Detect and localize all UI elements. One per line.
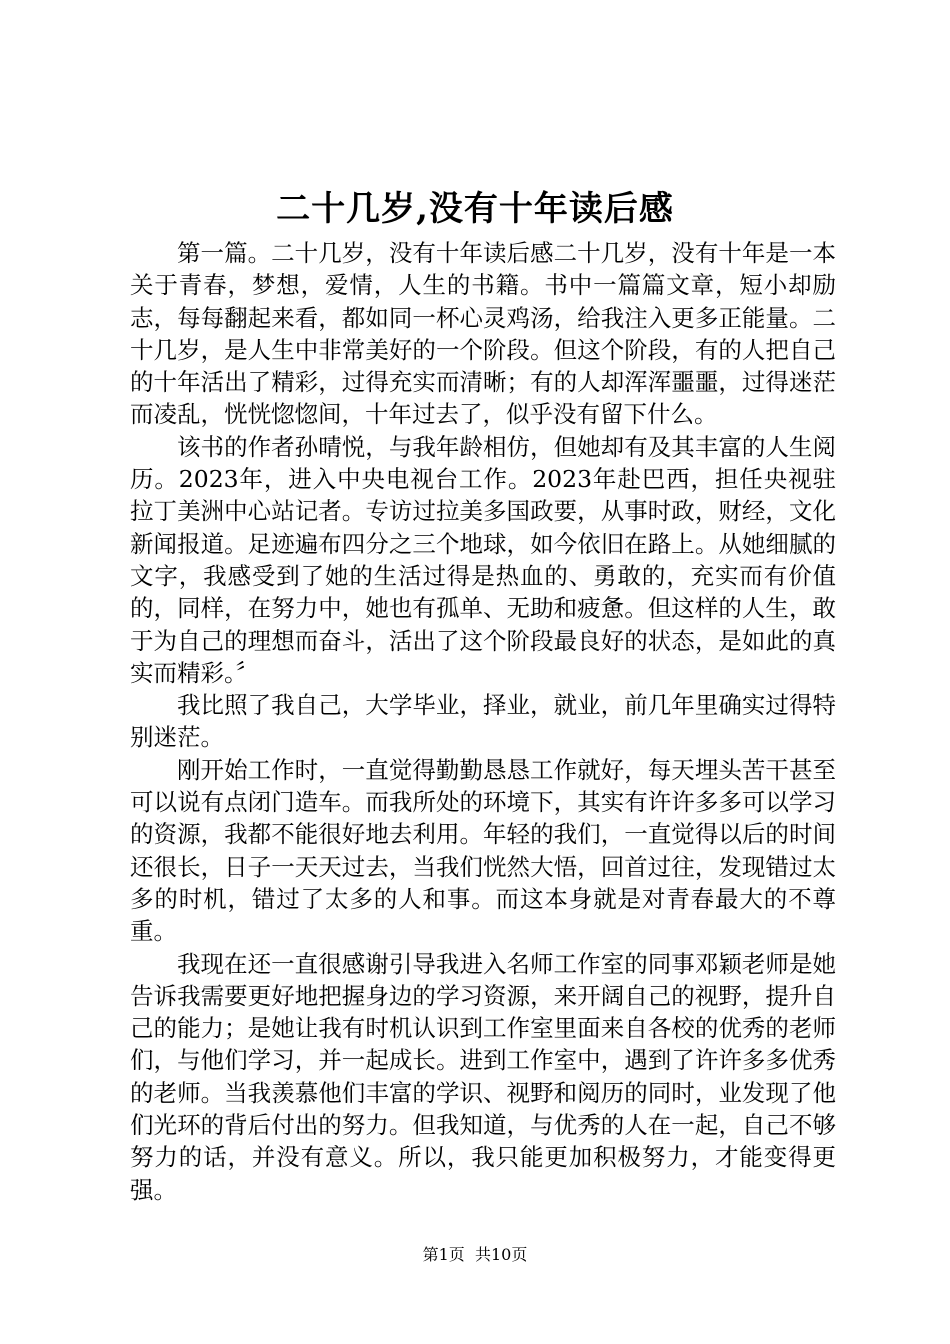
paragraph-1: 第一篇。二十几岁，没有十年读后感二十几岁，没有十年是一本关于青春，梦想，爱情，人生的书籍。书中一篇篇文章，短小却励志，每每翻起来看，都如同一杯心灵鸡汤，给我注入更多正能量。二十几岁，是人生中非常美好的一个阶段。但这个阶段，有的人把自己的十年活出了精彩，过得充实而清晰；有的人却浑浑噩噩，过得迷茫而凌乱，恍恍惚惚间，十年过去了，似乎没有留下什么。 bbox=[130, 239, 836, 429]
document-body bbox=[130, 237, 836, 1206]
page-number: 第1页 bbox=[422, 1245, 465, 1264]
page-footer bbox=[0, 1244, 950, 1266]
page-total: 共10页 bbox=[474, 1245, 528, 1264]
paragraph-5: 我现在还一直很感谢引导我进入名师工作室的同事邓颖老师是她告诉我需要更好地把握身边的学习资源，来开阔自己的视野，提升自己的能力；是她让我有时机认识到工作室里面来自各校的优秀的老师们，与他们学习，并一起成长。进到工作室中，遇到了许许多多优秀的老师。当我羡慕他们丰富的学识、视野和阅历的同时，业发现了他们光环的背后付出的努力。但我知道，与优秀的人在一起，自己不够努力的话，并没有意义。所以，我只能更加积极努力，才能变得更强。 bbox=[130, 949, 836, 1204]
paragraph-3: 我比照了我自己，大学毕业，择业，就业，前几年里确实过得特别迷茫。 bbox=[130, 691, 836, 752]
paragraph-2: 该书的作者孙晴悦，与我年龄相仿，但她却有及其丰富的人生阅历。2023年，进入中央电视台工作。2023年赴巴西，担任央视驻拉丁美洲中心站记者。专访过拉美多国政要，从事时政，财经，文化新闻报道。足迹遍布四分之三个地球，如今依旧在路上。从她细腻的文字，我感受到了她的生活过得是热血的、勇敢的，充实而有价值的，同样，在努力中，她也有孤单、无助和疲惫。但这样的人生，敢于为自己的理想而奋斗，活出了这个阶段最良好的状态，是如此的真实而精彩。〞 bbox=[130, 432, 836, 687]
paragraph-4: 刚开始工作时，一直觉得勤勤恳恳工作就好，每天埋头苦干甚至可以说有点闭门造车。而我所处的环境下，其实有许许多多可以学习的资源，我都不能很好地去利用。年轻的我们，一直觉得以后的时间还很长，日子一天天过去，当我们恍然大悟，回首过往，发现错过太多的时机，错过了太多的人和事。而这本身就是对青春最大的不尊重。 bbox=[130, 755, 836, 946]
document-title: 二十几岁,没有十年读后感 bbox=[276, 189, 674, 229]
